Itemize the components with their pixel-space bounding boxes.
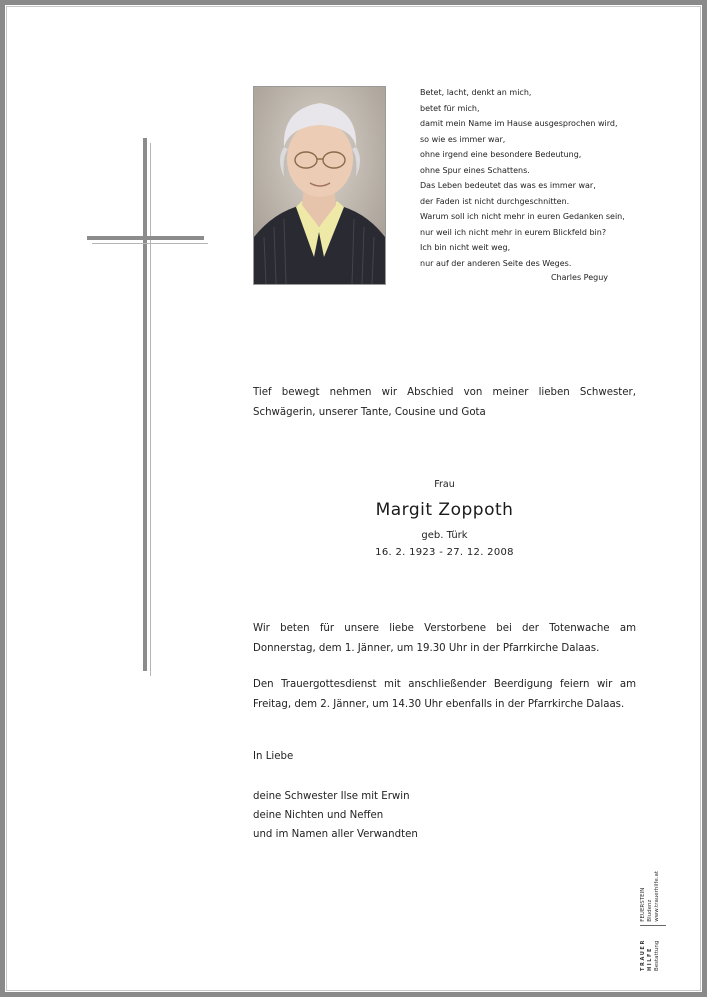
poem-line: so wie es immer war, [420, 134, 506, 144]
signer-line: deine Nichten und Neffen [253, 810, 384, 821]
poem-line: Das Leben bedeutet das was es immer war, [420, 181, 596, 190]
signer-line: deine Schwester Ilse mit Erwin [253, 791, 410, 802]
poem-line: nur auf der anderen Seite des Weges. [420, 258, 572, 268]
intro-text: Tief bewegt nehmen wir Abschied von meiner lieben Schwester, Schwägerin, unserer Tante, Cousine und Gota [253, 387, 636, 418]
poem-line: betet für mich, [420, 103, 480, 113]
cross-horizontal-shadow [92, 243, 208, 244]
logo-right-column [640, 871, 661, 922]
salutation: Frau [434, 479, 455, 490]
logo-subtitle: Bestattung [654, 940, 660, 971]
funeral-home-logo [640, 871, 680, 971]
logo-left-column [640, 930, 661, 971]
signer-line: und im Namen aller Verwandten [253, 829, 418, 840]
funeral-paragraph: Den Trauergottesdienst mit anschließender Beerdigung feiern wir am Freitag, dem 2. Jänner, um 14.30 Uhr ebenfalls in der Pfarrkirche Dalaas. [253, 679, 636, 710]
logo-url: www.trauerhilfe.at [654, 871, 660, 922]
poem-line: Ich bin nicht weit weg, [420, 243, 511, 252]
logo-brand: TRAUER HILFE [640, 939, 653, 971]
poem-line: damit mein Name im Hause ausgesprochen wird, [420, 119, 618, 128]
closing-text: In Liebe [253, 751, 294, 762]
life-dates: 16. 2. 1923 - 27. 12. 2008 [375, 547, 514, 558]
birth-name: geb. Türk [421, 530, 468, 541]
portrait-photo [253, 86, 386, 285]
poem-author: Charles Peguy [550, 273, 608, 282]
cross-horizontal-beam [87, 236, 204, 240]
poem-line: der Faden ist nicht durchgeschnitten. [420, 196, 570, 206]
wake-paragraph: Wir beten für unsere liebe Verstorbene bei der Totenwache am Donnerstag, dem 1. Jänner, um 19.30 Uhr in der Pfarrkirche Dalaas. [253, 623, 636, 654]
poem-line: nur weil ich nicht mehr in eurem Blickfeld bin? [420, 227, 607, 237]
signers-list [253, 787, 418, 844]
logo-divider [640, 926, 666, 927]
poem-line: ohne Spur eines Schattens. [420, 165, 530, 175]
poem [420, 85, 650, 286]
cross-vertical-beam [143, 138, 147, 671]
deceased-name: Margit Zoppoth [375, 500, 514, 520]
poem-line: Warum soll ich nicht mehr in euren Gedanken sein, [420, 212, 625, 221]
cross-vertical-shadow [150, 143, 151, 676]
logo-name: FEUERSTEIN Bludenz [640, 887, 653, 922]
poem-line: ohne irgend eine besondere Bedeutung, [420, 150, 582, 159]
poem-line: Betet, lacht, denkt an mich, [420, 88, 532, 97]
